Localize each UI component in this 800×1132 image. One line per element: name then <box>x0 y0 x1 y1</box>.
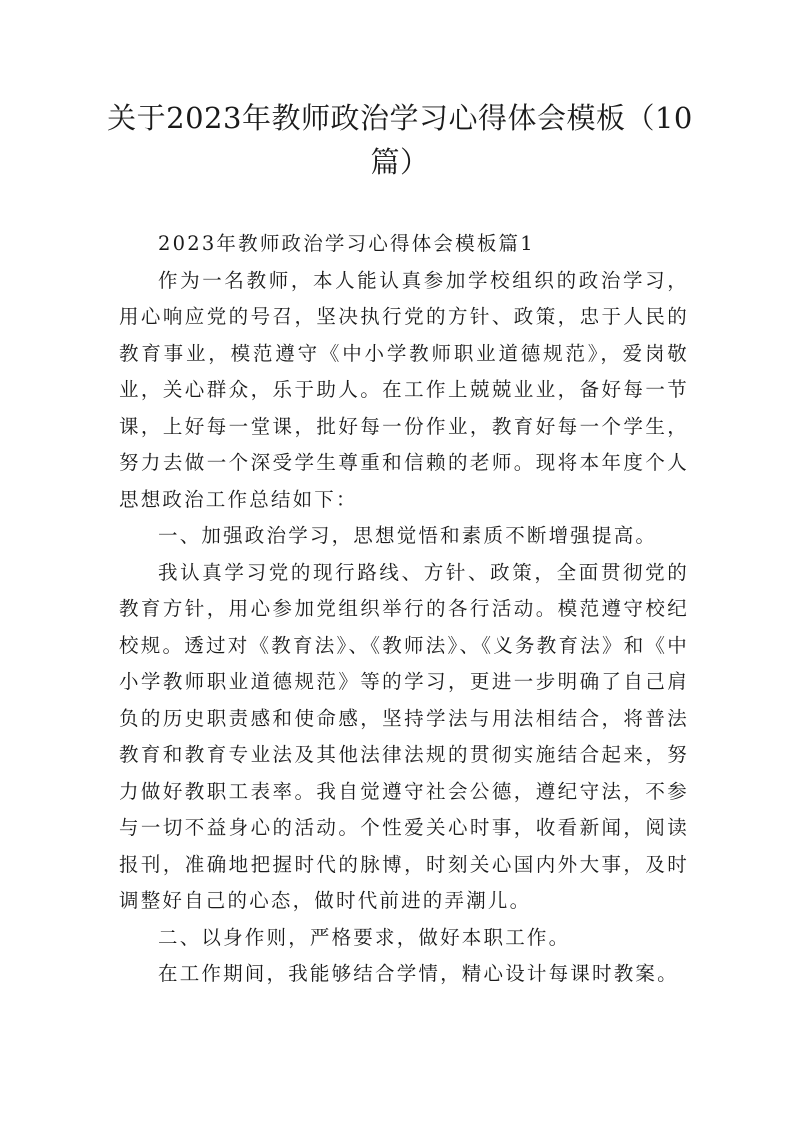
body-paragraph: 在工作期间，我能够结合学情，精心设计每课时教案。 <box>158 962 679 985</box>
document-body <box>119 226 689 993</box>
document-title: 关于2023年教师政治学习心得体会模板（10篇） <box>107 101 693 179</box>
section-heading: 2023年教师政治学习心得体会模板篇1 <box>158 232 535 255</box>
body-paragraph: 我认真学习党的现行路线、方针、政策，全面贯彻党的教育方针，用心参加党组织举行的各行活动。模范遵守校纪校规。透过对《教育法》、《教师法》、《义务教育法》和《中小学教师职业道德规范》等的学习，更进一步明确了自己肩负的历史职责感和使命感，坚持学法与用法相结合，将普法教育和教育专业法及其他法律法规的贯彻实施结合起来，努力做好教职工表率。我自觉遵守社会公德，遵纪守法，不参与一切不益身心的活动。个性爱关心时事，收看新闻，阅读报刊，准确地把握时代的脉博，时刻关心国内外大事，及时调整好自己的心态，做时代前进的弄潮儿。 <box>119 560 689 912</box>
body-paragraph: 作为一名教师，本人能认真参加学校组织的政治学习，用心响应党的号召，坚决执行党的方针、政策，忠于人民的教育事业，模范遵守《中小学教师职业道德规范》，爱岗敬业，关心群众，乐于助人。在工作上兢兢业业，备好每一节课，上好每一堂课，批好每一份作业，教育好每一个学生，努力去做一个深受学生尊重和信赖的老师。现将本年度个人思想政治工作总结如下： <box>119 268 689 511</box>
section-heading: 二、以身作则，严格要求，做好本职工作。 <box>158 925 571 949</box>
section-heading: 一、加强政治学习，思想觉悟和素质不断增强提高。 <box>158 524 658 547</box>
